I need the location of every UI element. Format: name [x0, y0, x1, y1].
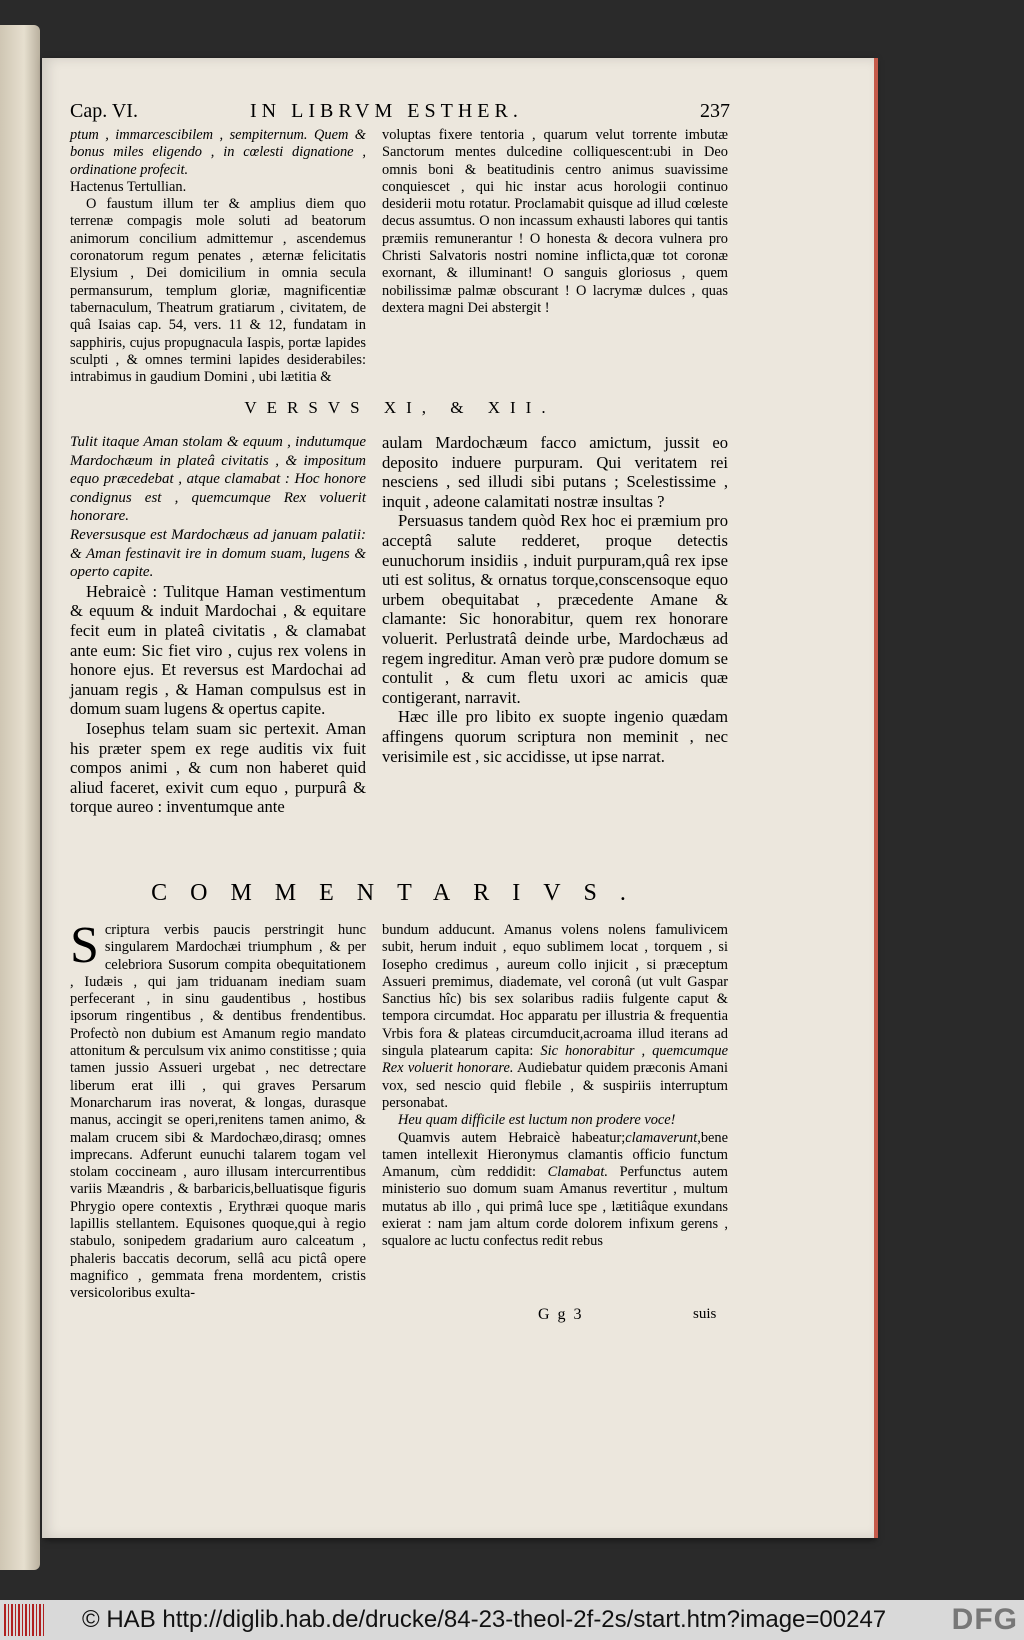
drop-cap: S	[70, 917, 99, 974]
signature-mark: G g 3	[538, 1306, 584, 1323]
commentary-right-italic-3: Clamabat.	[547, 1164, 608, 1181]
facing-page-edge	[0, 25, 40, 1570]
hebraice-paragraph: Hebraicè : Tulitque Haman vestimentum & equum & induit Mardochai , & equitare fecit eum in plateâ civitatis , & clamabat ante eum: Sic fiet viro , cujus rex volens in honore ejus. Et reversus est Mardochai ad januam regis , & Haman compulsus est in domum suam lugens & opertus capite.	[70, 581, 366, 719]
commentary-right-text-2c: Perfunctus autem ministerio suo domum suam Amanus revertitur , multum mutatus ab illo , qui primâ luce spe , lætitiâque exundans exierat : nam jam altum corde dolorem infixum gerens , squalore ac luctu confectus redit rebus	[382, 1164, 728, 1250]
top-left-paragraph: O faustum illum ter & amplius diem quo terrenæ compagis mole soluti ad beatorum animorum concilium admittemur , ascendemus coronatorum regum penates , æternæ felicitatis Elysium , Dei domicilium in omnia secula permansurum, templum gloriæ, magnificentiæ tabernaculum, Theatrum gratiarum , civitatem, de quâ Isaias cap. 54, vers. 11 & 12, fundatam in sapphiris, cujus propugnacula Iaspis, portæ lapides sculpti , & omnes termini lapides desiderabiles: intrabimus in gaudium Domini , ubi lætitia &	[70, 196, 366, 386]
footer-bar	[0, 1600, 1024, 1640]
commentarius-heading: COMMENTARIVS.	[151, 880, 649, 906]
dfg-logo: DFG	[951, 1603, 1018, 1636]
verse-text-2: Reversusque est Mardochæus ad januam palatii: & Aman festinavit ire in domum suam, lugens & operto capite.	[70, 526, 366, 581]
chapter-label: Cap. VI.	[70, 100, 138, 122]
running-title: IN LIBRVM ESTHER.	[250, 100, 523, 122]
commentary-left-text: criptura verbis paucis perstringit hunc singularem Mardochæi triumphum , & per celebriora Susorum compita obequitationem , Iudæis , qui jam triduanam inediam suam perfecerant , in sinu gaudentibus , hostibus ipsorum ringentibus , & dentibus frendentibus. Profectò non dubium est Amanum regio mandato attonitum & perculsum vix animo constitisse ; quia tamen jussio Assueri urgebat , nec detrectare liberum erat illi , qui graves Persarum Monarcharum iras noverat, & longas, durasque manus, accingit se operi,renitens tamen animo, & malam crucem sibi & Mardochæo,dirasq; omnes imprecans. Adferunt eunuchi talarem togam vel stolam coccineam , auro illusam intercurrentibus variis Mæandris , & barbaricis,belluatisque figuris Phrygio opere contextis , Erythræi quoque maris lapillis stellantem. Equisones quoque,qui à regio stabulo, sonipedem gradarium auro calceatum , phaleris baccatis decorum, sellâ acu pictâ opere magnifico , gemmata frena mordentem, cristis versicoloribus exulta-	[70, 922, 366, 1302]
versus-right-paragraph-2: Persuasus tandem quòd Rex hoc ei præmium pro acceptâ salute redderet, proque detectis eunuchorum insidiis , induit purpuram,quâ rex ipse uti est solitus, & ornatus torque,conscensoque equo urbem obequitabat , præcedente Amane & clamante: Sic honorabitur, quem rex honorare voluerit. Perlustratâ deinde urbe, Mardochæus ad regem ingreditur. Aman verò præ pudore domum se contulit , & cum fletu uxori ac amicis quæ contigerant, narravit.	[382, 511, 728, 707]
commentary-right-italic-2: clamaverunt	[625, 1129, 698, 1146]
commentary-left-column	[70, 917, 366, 1303]
versus-right-paragraph-1: aulam Mardochæum facco amictum, jussit eo deposito induere purpuram. Qui veritatem rei nesciens , sed illudi sibi putans ; Scelestissime , inquit , adeone calamitati nostræ insultas ?	[382, 433, 728, 511]
commentary-right-text-2: Quamvis autem Hebraicè habeatur;	[398, 1129, 626, 1146]
verse-quote: Heu quam difficile est luctum non prodere voce!	[398, 1112, 676, 1129]
top-right-paragraph: voluptas fixere tentoria , quarum velut torrente imbutæ Sanctorum mentes dulcedine colliquescent:ubi in Deo omnis boni & beatitudinis centro animus suavissime conquiescet , qui hic instar acus horologii continuo desiderii motu rotatur. Proclamabit quisque ad illud cœleste decus assumtus. O non incassum exhausti labores qui tantis præmiis remunerantur ! O honesta & decora vulnera pro Christi Salvatoris nostri nomine inflicta,quæ tot coronæ exornant, & illuminant! O sanguis gloriosus , quem nobilissimæ palmæ obscurant ! O lacrymæ dulces , quas dextera magni Dei abstergit !	[382, 127, 728, 316]
versus-right-column	[382, 433, 728, 766]
barcode-icon	[4, 1604, 44, 1636]
commentary-right-text-1b: Audiebatur quidem præconis Amani vox, sed nescio quid flebile , & suspiriis interruptum personabat.	[382, 1060, 728, 1111]
catchword: suis	[693, 1306, 717, 1322]
iosephus-paragraph: Iosephus telam suam sic pertexit. Aman his præter spem ex rege auditis vix fuit compos animi , & cum non haberet quid aliud faceret, exivit cum equo , purpurâ & torque aureo : inventumque ante	[70, 718, 366, 817]
top-right-column	[382, 127, 728, 317]
footer-url[interactable]: © HAB http://diglib.hab.de/drucke/84-23-theol-2f-2s/start.htm?image=00247	[82, 1606, 887, 1633]
commentary-right-italic-1: Sic honorabitur , quemcumque Rex voluerit honorare.	[382, 1043, 728, 1077]
versus-heading: VERSVS XI, & XII.	[244, 398, 556, 417]
versus-left-column	[70, 433, 366, 817]
commentary-right-text-2b: ,bene tamen intellexit Hieronymus clamantis officio functum Amanum, cùm reddidit:	[382, 1129, 728, 1181]
top-left-italic: ptum , immarcescibilem , sempiternum. Quem & bonus miles eligendo , in cœlesti dignatione , ordinatione profecit.	[70, 127, 366, 178]
top-left-column	[70, 127, 366, 386]
commentary-right-column	[382, 922, 728, 1251]
running-header	[70, 100, 730, 128]
commentary-right-text-1: bundum adducunt. Amanus volens nolens famulivicem subit, herum induit , equo sublimem locat , torquem , si Iosepho credimus , aureum collo injicit , si præceptum Assueri premimus, diademate, vel coronâ (ut vult Gaspar Sanctius hîc) bis sex solaribus radiis fulgente caput & tempora circumdat. Hoc apparatu per illustria & frequentia Vrbis fora & plateas circumducit,acroama illud iterans ad singula platearum capita:	[382, 922, 728, 1060]
page-number: 237	[700, 100, 730, 122]
verse-text-1: Tulit itaque Aman stolam & equum , indutumque Mardochæum in plateâ civitatis , & impositum equo præcedebat , atque clamabat : Hoc honore condignus est , quemcumque Rex voluerit honorare.	[70, 434, 366, 525]
versus-right-paragraph-3: Hæc ille pro libito ex suopte ingenio quædam affingens quorum scriptura non meminit , nec verisimile est , sic accidisse, ut ipse narrat.	[382, 707, 728, 766]
page-red-edge	[874, 58, 878, 1538]
top-left-attribution: Hactenus Tertullian.	[70, 178, 187, 195]
